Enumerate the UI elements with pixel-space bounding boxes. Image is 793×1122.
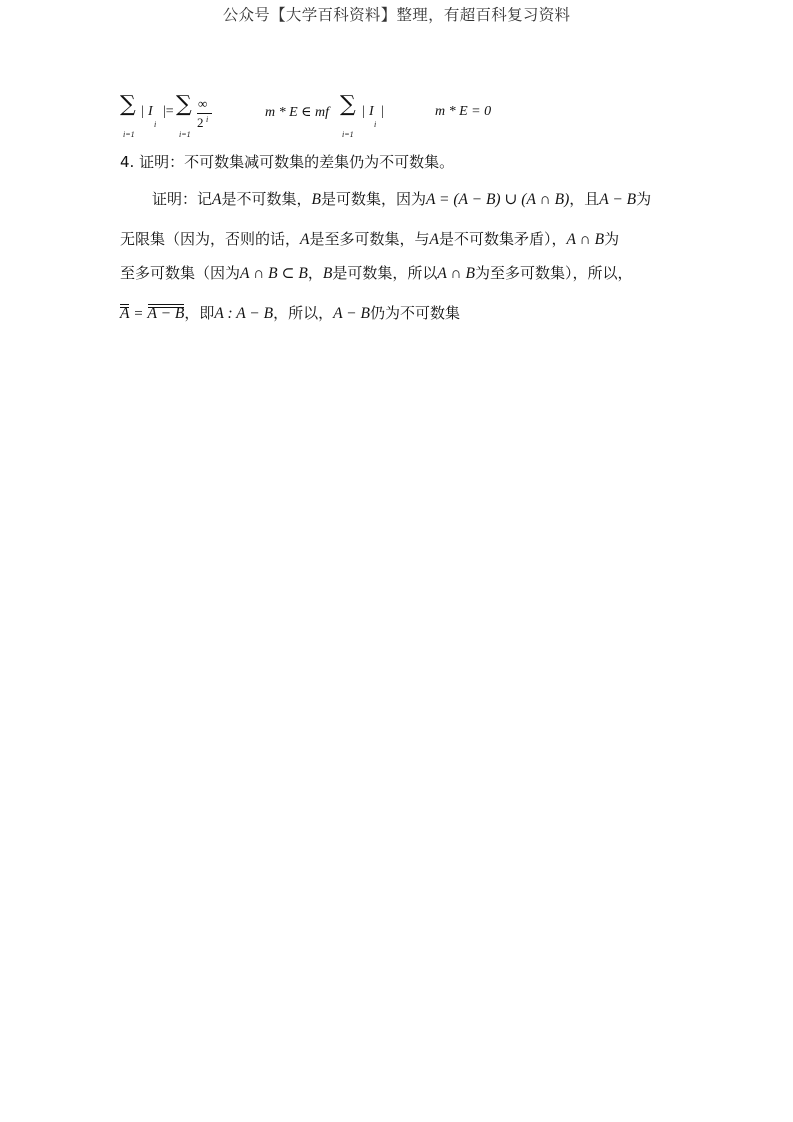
subset-formula: A ∩ B ⊂ B [240,265,308,282]
abs-equals: |= [163,104,174,119]
set-A: A [300,231,310,248]
decomposition-formula: A = (A − B) ∪ (A ∩ B) [425,191,570,208]
set-A: A [212,191,222,208]
sum-lower-index-3: i=1 [342,130,354,139]
set-A: A [429,231,439,248]
cardinality-A: A [120,305,130,322]
equals-sign: = [134,306,143,322]
abs-open-2: | [362,104,365,119]
text: 是至多可数集，与 [309,230,430,248]
text: 是不可数集， [221,190,312,208]
outer-measure-lhs: m * E ∈ mf [265,105,330,120]
formula-line [120,92,580,142]
outer-measure-result: m * E = 0 [435,104,492,119]
text: ，且 [569,190,600,208]
sum-sign-2: ∑ [176,92,192,117]
text: 是可数集，因为 [320,190,426,208]
fraction-bar [197,113,212,114]
text: ，即 [184,304,215,322]
proof-line-2 [120,232,619,248]
abs-open: | [141,104,144,119]
page-header: 公众号【大学百科资料】整理，有超百科复习资料 [222,6,571,24]
intersection-set: A ∩ B [566,231,605,248]
sum-lower-index: i=1 [123,130,135,139]
difference-set: A − B [599,191,637,208]
proof-line-4 [120,304,460,322]
denominator-exponent: i [206,115,209,124]
set-B: B [322,265,333,282]
sum-sign: ∑ [120,92,136,117]
proof-line-1 [152,192,651,208]
interval-subscript-2: i [374,120,377,129]
sum-lower-index-2: i=1 [179,130,191,139]
text: 至多可数集（因为 [120,264,241,282]
abs-close: | [381,104,384,119]
text: 为 [604,230,620,248]
text: 是可数集，所以 [332,264,438,282]
text: ， [307,264,323,282]
item-4-title: 4. 证明：不可数集减可数集的差集仍为不可数集。 [120,153,455,171]
proof-line-3 [120,266,632,282]
infinity-symbol: ∞ [198,96,208,111]
text: ，所以， [273,304,334,322]
text: 仍为不可数集 [369,304,460,322]
set-B: B [311,191,321,208]
sum-sign-3: ∑ [340,92,356,117]
intersection-set: A ∩ B [437,265,475,282]
text: 为 [636,190,652,208]
cardinality-difference: A − B [147,305,185,322]
interval-I-2: I [369,104,374,119]
proof-lead: 证明：记 [152,190,213,208]
denominator: 2 [197,115,204,130]
interval-I: I [148,104,153,119]
equivalence-formula: A : A − B [214,305,274,322]
interval-subscript: i [154,120,157,129]
text: 无限集（因为，否则的话， [120,230,301,248]
text: 为至多可数集），所以， [474,264,633,282]
difference-set: A − B [333,305,370,322]
text: 是不可数集矛盾）， [438,230,567,248]
